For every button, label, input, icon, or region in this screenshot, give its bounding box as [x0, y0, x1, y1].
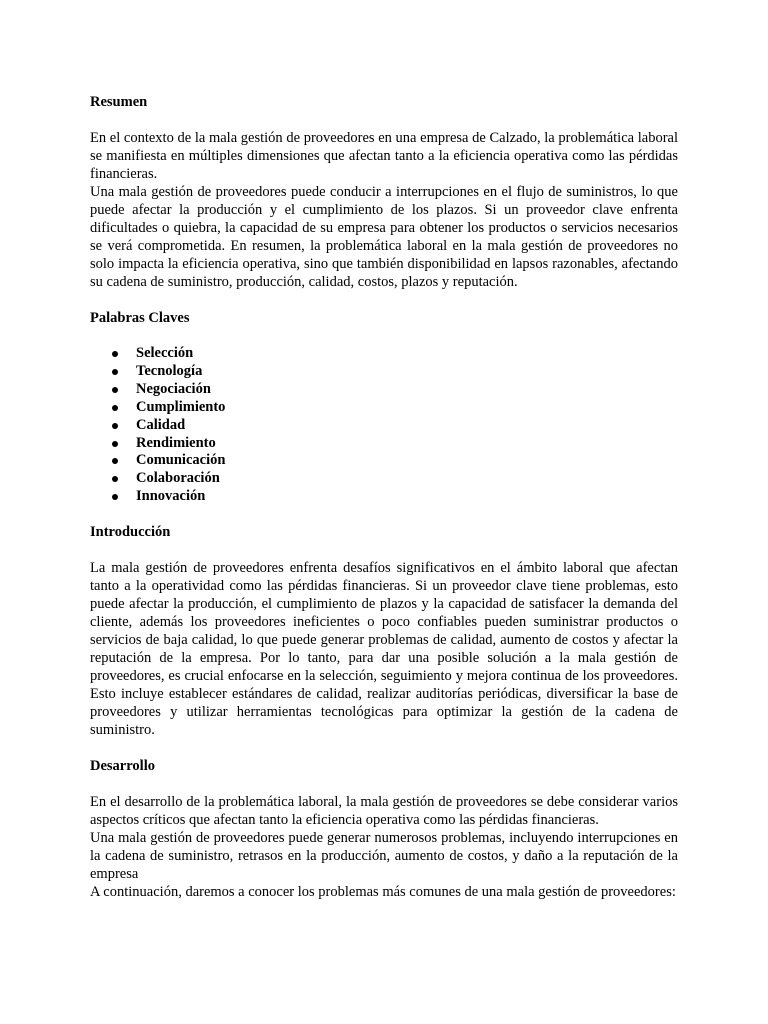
keyword-item — [90, 435, 678, 453]
bullet-icon — [112, 441, 118, 447]
keywords-list — [90, 345, 678, 506]
keyword-item — [90, 417, 678, 435]
keyword-item — [90, 488, 678, 506]
keyword-label: Rendimiento — [136, 434, 216, 451]
keyword-item — [90, 399, 678, 417]
spacer — [90, 111, 678, 129]
spacer — [90, 506, 678, 523]
bullet-icon — [112, 351, 118, 357]
desarrollo-paragraph-3: A continuación, daremos a conocer los problemas más comunes de una mala gestión de proveedores: — [90, 884, 676, 901]
keyword-label: Innovación — [136, 488, 206, 505]
keywords-heading: Palabras Claves — [90, 310, 190, 326]
keyword-item — [90, 363, 678, 381]
keyword-item — [90, 345, 678, 363]
spacer — [90, 739, 678, 757]
bullet-icon — [112, 405, 118, 411]
keyword-label: Calidad — [136, 416, 186, 433]
resumen-paragraph-1: En el contexto de la mala gestión de proveedores en una empresa de Calzado, la problemática laboral se manifiesta en múltiples dimensiones que afectan tanto a la eficiencia operativa como las pérdidas financieras. — [90, 130, 678, 182]
spacer — [90, 291, 678, 309]
keyword-item — [90, 381, 678, 399]
keyword-label: Comunicación — [136, 452, 226, 469]
document-content — [90, 93, 678, 901]
keyword-item — [90, 452, 678, 470]
introduccion-heading: Introducción — [90, 524, 171, 541]
bullet-icon — [112, 387, 118, 393]
keyword-label: Cumplimiento — [136, 398, 226, 415]
bullet-icon — [112, 423, 118, 429]
bullet-icon — [112, 369, 118, 375]
bullet-icon — [112, 458, 118, 464]
spacer — [90, 327, 678, 345]
keyword-label: Tecnología — [136, 362, 203, 379]
keyword-label: Negociación — [136, 380, 211, 397]
desarrollo-paragraph-1: En el desarrollo de la problemática laboral, la mala gestión de proveedores se debe considerar varios aspectos críticos que afectan tanto la eficiencia operativa como las pérdidas financieras. — [90, 794, 678, 829]
spacer — [90, 775, 678, 793]
keyword-label: Selección — [136, 345, 194, 361]
desarrollo-heading: Desarrollo — [90, 758, 155, 775]
introduccion-paragraph-1: La mala gestión de proveedores enfrenta desafíos significativos en el ámbito laboral que afectan tanto a la operatividad como las pérdidas financieras. Si un proveedor clave tiene problemas, esto puede afectar la producción, el cumplimiento de plazos y la capacidad de satisfacer la demanda del cliente, además los proveedores ineficientes o poco confiables pueden suministrar productos o servicios de baja calidad, lo que puede generar problemas de calidad, aumento de costos y afectar la reputación de la empresa. Por lo tanto, para dar una posible solución a la mala gestión de proveedores, es crucial enfocarse en la selección, seguimiento y mejora continua de los proveedores. Esto incluye establecer estándares de calidad, realizar auditorías periódicas, diversificar la base de proveedores y utilizar herramientas tecnológicas para optimizar la gestión de la cadena de suministro. — [90, 560, 678, 739]
resumen-heading: Resumen — [90, 94, 148, 110]
keyword-item — [90, 470, 678, 488]
spacer — [90, 541, 678, 559]
resumen-paragraph-2: Una mala gestión de proveedores puede conducir a interrupciones en el flujo de suministros, lo que puede afectar la producción y el cumplimiento de los plazos. Si un proveedor clave enfrenta dificultades o quiebra, la capacidad de su empresa para obtener los productos o servicios necesarios se verá comprometida. En resumen, la problemática laboral en la mala gestión de proveedores no solo impacta la eficiencia operativa, sino que también disponibilidad en lapsos razonables, afectando su cadena de suministro, producción, calidad, costos, plazos y reputación. — [90, 184, 678, 290]
desarrollo-paragraph-2: Una mala gestión de proveedores puede generar numerosos problemas, incluyendo interrupciones en la cadena de suministro, retrasos en la producción, aumento de costos, y daño a la reputación de la empresa — [90, 830, 678, 883]
bullet-icon — [112, 494, 118, 500]
bullet-icon — [112, 476, 118, 482]
keyword-label: Colaboración — [136, 470, 220, 487]
